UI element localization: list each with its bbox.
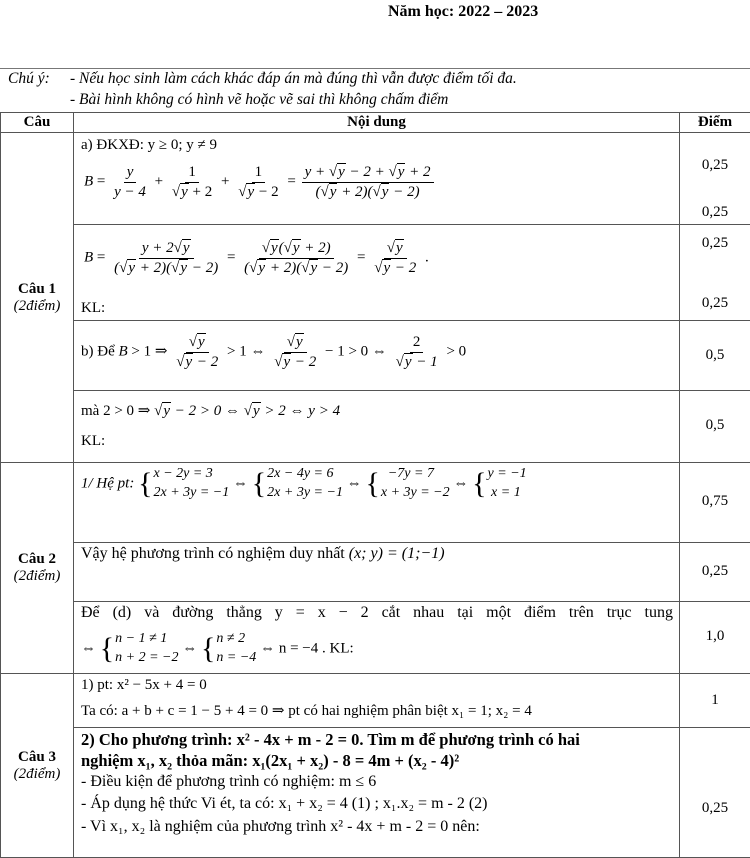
q1-score-cell-4: [680, 391, 750, 463]
q3-part-2-cell: [74, 728, 680, 858]
score-value: 0,75: [680, 493, 750, 510]
question-3-points: (2điểm): [1, 766, 73, 783]
q1-part-a-cell: [74, 133, 680, 225]
q2-conclusion-cell: [74, 543, 680, 602]
question-1-label: Câu 1: [1, 281, 73, 298]
q2-intersection-text: Để (d) và đường thẳng y = x − 2 cắt nhau tại một điểm trên trục tung: [81, 604, 673, 622]
q3-problem-line-1: 2) Cho phương trình: x² - 4x + m - 2 = 0. Tìm m để phương trình có hai: [81, 730, 580, 750]
question-1-points: (2điểm): [1, 298, 73, 315]
q1-b-result: mà 2 > 0 ⇒ √y − 2 > 0 ⇔ √y > 2 ⇔ y > 4: [81, 401, 340, 420]
question-1-cell: [1, 133, 74, 463]
question-3-label: Câu 3: [1, 749, 73, 766]
q1-simplified-B: B = $\frac{y + 2√y}{(√y + 2)(√y - 2)}$ = $\frac{√y(√y + 2)}{(√y + 2)(√y - 2)}$ = $\frac{√y}{√y - 2}$ .: [84, 239, 429, 278]
q2-intersection-solution: ⇔ { n − 1 ≠ 1 n + 2 = −2 ⇔ { n ≠ 2 n = −4 ⇔ n = −4 . KL:: [81, 630, 354, 668]
question-2-cell: [1, 463, 74, 674]
q2-system-cell: [74, 463, 680, 543]
q3-part-1-cell: [74, 674, 680, 728]
q3-problem-line-2: nghiệm x₁, x₂ thỏa mãn: x₁(2x₁ + x₂) - 8 = 4m + (x₂ - 4)²: [81, 751, 459, 771]
score-value: 0,25: [680, 563, 750, 580]
answer-table: [0, 112, 750, 858]
score-value: 0,5: [680, 347, 750, 364]
header-content: Nội dung: [74, 113, 680, 133]
q3-roots-note: - Vì x₁, x₂ là nghiệm của phương trình x² - 4x + m - 2 = 0 nên:: [81, 818, 480, 836]
score-value: 0,25: [680, 204, 750, 221]
q2-score-cell-1: [680, 463, 750, 543]
table-row: [1, 674, 750, 728]
q3-equation: 1) pt: x² − 5x + 4 = 0: [81, 677, 207, 694]
header-score: Điểm: [680, 113, 750, 133]
q1-conclusion-label-2: KL:: [81, 433, 105, 450]
score-value: 0,5: [680, 417, 750, 434]
score-value: 1,0: [680, 628, 750, 645]
q1-inequality: b) Để B > 1 ⇒ $\frac{√y}{√y - 2}$ > 1 ⇔ $\frac{√y}{√y - 2}$ − 1 > 0 ⇔ $\frac{2}{√y - 1}$ > 0: [81, 333, 466, 372]
question-2-points: (2điểm): [1, 568, 73, 585]
q1-score-cell-1: [680, 133, 750, 225]
table-header-row: [1, 113, 750, 133]
q1-part-b2-cell: [74, 391, 680, 463]
q1-score-cell-2: [680, 225, 750, 321]
note-line-1: Chú ý: - Nếu học sinh làm cách khác đáp án mà đúng thì vẫn được điểm tối đa.: [8, 70, 517, 88]
table-row: [1, 728, 750, 858]
q3-vieta: - Áp dụng hệ thức Vi ét, ta có: x₁ + x₂ = 4 (1) ; x₁.x₂ = m - 2 (2): [81, 795, 488, 813]
question-2-label: Câu 2: [1, 551, 73, 568]
q3-roots: Ta có: a + b + c = 1 − 5 + 4 = 0 ⇒ pt có hai nghiệm phân biệt x₁ = 1; x₂ = 4: [81, 701, 532, 720]
table-row: [1, 463, 750, 543]
table-row: [1, 543, 750, 602]
table-row: [1, 225, 750, 321]
q1-part-b-cell: [74, 321, 680, 391]
note-label: Chú ý:: [8, 70, 70, 88]
score-value: 1: [680, 692, 750, 709]
note-line-2: - Bài hình không có hình vẽ hoặc vẽ sai thì không chấm điểm: [8, 91, 448, 109]
q3-score-cell-1: [680, 674, 750, 728]
q2-system-solution: 1/ Hệ pt: { x − 2y = 3 2x + 3y = −1 ⇔ { 2x − 4y = 6 2x + 3y = −1 ⇔ { −7y = 7 x + 3y = −2 ⇔ { y = −1 x = 1: [81, 465, 527, 503]
table-row: [1, 602, 750, 674]
table-row: [1, 321, 750, 391]
q2-unique-solution: Vậy hệ phương trình có nghiệm duy nhất (x; y) = (1;−1): [81, 545, 445, 563]
divider: [0, 68, 750, 69]
table-row: [1, 133, 750, 225]
q1-simplify-cell: [74, 225, 680, 321]
q2-score-cell-2: [680, 543, 750, 602]
q1-formula-B: B = $\frac{y}{y - 4}$ + $\frac{1}{√y + 2}$ + $\frac{1}{√y - 2}$ = $\frac{y + √y - 2 + √y + 2}{(√y + 2)(√y - 2)}$: [84, 163, 436, 202]
header-question: Câu: [1, 113, 74, 133]
table-row: [1, 391, 750, 463]
school-year: Năm học: 2022 – 2023: [388, 3, 538, 21]
q1-conclusion-label: KL:: [81, 300, 105, 317]
score-value: 0,25: [680, 235, 750, 252]
q2-intersection-cell: [74, 602, 680, 674]
score-value: 0,25: [680, 295, 750, 312]
question-3-cell: [1, 674, 74, 858]
q1-score-cell-3: [680, 321, 750, 391]
score-value: 0,25: [680, 157, 750, 174]
score-value: 0,25: [680, 800, 750, 817]
q3-condition: - Điều kiện để phương trình có nghiệm: m ≤ 6: [81, 773, 376, 791]
q3-score-cell-2: [680, 728, 750, 858]
q1-domain-condition: a) ĐKXĐ: y ≥ 0; y ≠ 9: [81, 137, 217, 154]
q2-score-cell-3: [680, 602, 750, 674]
